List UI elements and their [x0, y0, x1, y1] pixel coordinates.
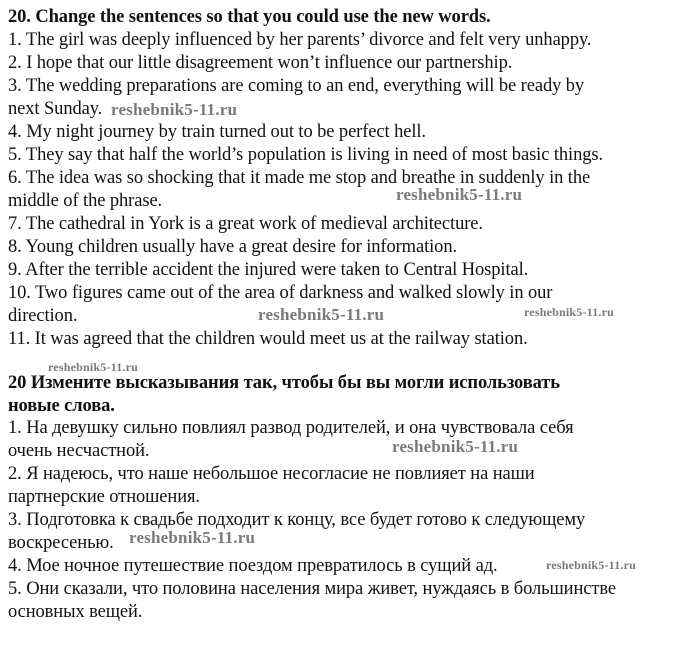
- english-sentence-7: 7. The cathedral in York is a great work of medieval architecture.: [8, 214, 483, 234]
- english-sentence-9: 9. After the terrible accident the injured were taken to Central Hospital.: [8, 260, 529, 280]
- watermark: reshebnik5-11.ru: [111, 100, 238, 119]
- watermark: reshebnik5-11.ru: [524, 305, 614, 319]
- russian-sentence-1-cont: очень несчастной.: [8, 441, 150, 461]
- russian-sentence-2: 2. Я надеюсь, что наше небольшое несогласие не повлияет на наши: [8, 464, 535, 484]
- english-sentence-5: 5. They say that half the world’s population is living in need of most basic things.: [8, 145, 604, 165]
- watermark: reshebnik5-11.ru: [392, 437, 519, 456]
- russian-sentence-3: 3. Подготовка к свадьбе подходит к концу, все будет готово к следующему: [8, 510, 586, 530]
- english-sentence-1: 1. The girl was deeply influenced by her parents’ divorce and felt very unhappy.: [8, 30, 592, 50]
- english-sentence-6-cont: middle of the phrase.: [8, 191, 163, 211]
- english-heading: 20. Change the sentences so that you could use the new words.: [8, 7, 491, 27]
- russian-sentence-3-cont: воскресенью.: [8, 533, 114, 553]
- english-sentence-3: 3. The wedding preparations are coming to an end, everything will be ready by: [8, 76, 585, 96]
- english-sentence-2: 2. I hope that our little disagreement won’t influence our partnership.: [8, 53, 513, 73]
- watermark: reshebnik5-11.ru: [546, 558, 636, 572]
- watermark: reshebnik5-11.ru: [396, 185, 523, 204]
- russian-sentence-4: 4. Мое ночное путешествие поездом превратилось в сущий ад.: [8, 556, 498, 576]
- russian-sentence-5-cont: основных вещей.: [8, 602, 143, 622]
- russian-sentence-5: 5. Они сказали, что половина населения мира живет, нуждаясь в большинстве: [8, 579, 616, 599]
- watermark: reshebnik5-11.ru: [48, 360, 138, 374]
- english-sentence-10: 10. Two figures came out of the area of darkness and walked slowly in our: [8, 283, 553, 303]
- russian-heading-line-1: 20 Измените высказывания так, чтобы бы вы могли использовать: [8, 373, 560, 393]
- russian-sentence-2-cont: партнерские отношения.: [8, 487, 200, 507]
- russian-sentence-1: 1. На девушку сильно повлиял развод родителей, и она чувствовала себя: [8, 418, 574, 438]
- english-sentence-8: 8. Young children usually have a great desire for information.: [8, 237, 457, 257]
- english-sentence-6: 6. The idea was so shocking that it made me stop and breathe in suddenly in the: [8, 168, 591, 188]
- watermark: reshebnik5-11.ru: [258, 305, 385, 324]
- english-sentence-11: 11. It was agreed that the children would meet us at the railway station.: [8, 329, 528, 349]
- english-sentence-3-cont: next Sunday.: [8, 99, 103, 119]
- watermark: reshebnik5-11.ru: [129, 528, 256, 547]
- english-sentence-4: 4. My night journey by train turned out to be perfect hell.: [8, 122, 426, 142]
- russian-heading-line-2: новые слова.: [8, 396, 115, 416]
- english-sentence-10-cont: direction.: [8, 306, 78, 326]
